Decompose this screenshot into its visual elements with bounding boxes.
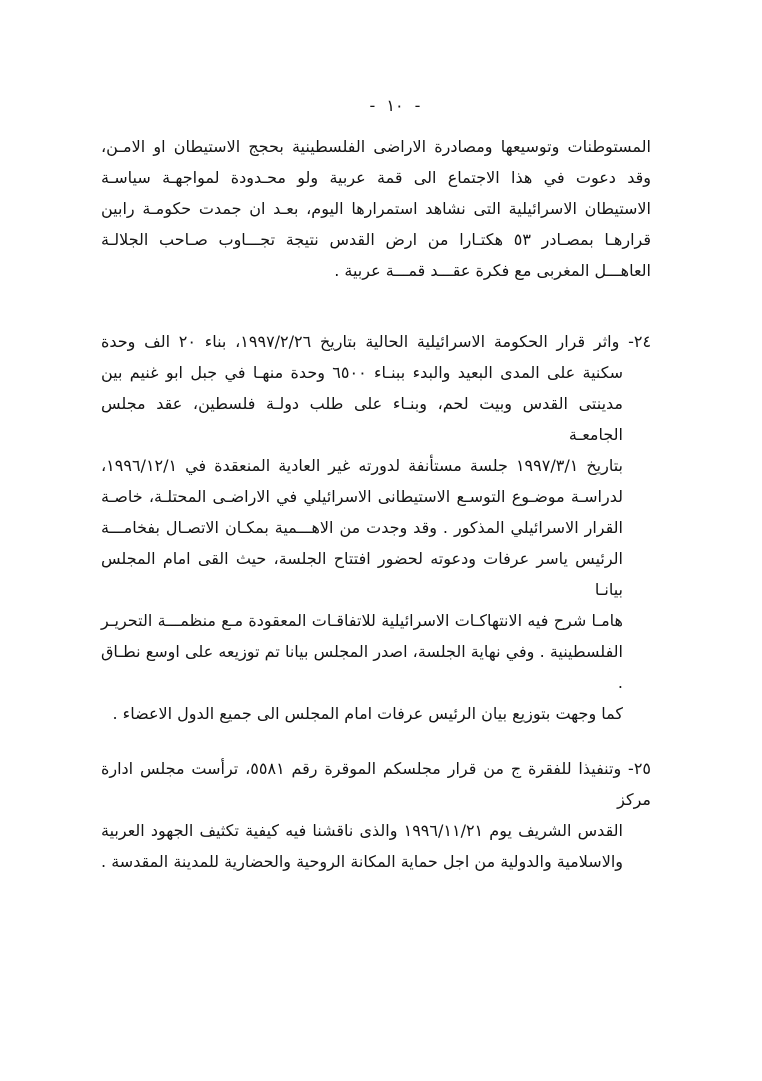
text-line: سكنية على المدى البعيد والبدء ببنـاء ٦٥٠٠ وحدة منهـا في جبل ابو غنيم بين [101, 363, 624, 382]
text-line: بتاريخ ١٩٩٧/٣/١ جلسة مستأنفة لدورته غير العادية المنعقدة في ١٩٩٦/١٢/١، [101, 456, 623, 475]
text-line: الرئيس ياسر عرفات ودعوته لحضور افتتاح الجلسة، حيث القى امام المجلس بيانـا [101, 549, 623, 599]
paragraph-25 [101, 753, 651, 877]
text-line: كما وجهت بتوزيع بيان الرئيس عرفات امام المجلس الى جميع الدول الاعضاء . [112, 704, 623, 723]
text-line: قرارهـا بمصـادر ٥٣ هكتـارا من ارض القدس نتيجة تجـــاوب صـاحب الجلالـة [101, 230, 651, 249]
text-line: العاهـــل المغربى مع فكرة عقـــد قمـــة عربية . [334, 261, 651, 280]
text-line: الاستيطان الاسرائيلية التى نشاهد استمرارها اليوم، بعـد ان جمدت حكومـة رابين [101, 199, 651, 218]
paragraph-24 [101, 326, 651, 729]
text-line: القدس الشريف يوم ١٩٩٦/١١/٢١ والذى ناقشنا فيه كيفية تكثيف الجهود العربية [101, 821, 623, 840]
text-line: هامـا شرح فيه الانتهاكـات الاسرائيلية للاتفاقـات المعقودة مـع منظمـــة التحريـر [101, 611, 623, 630]
text-line: مدينتى القدس وبيت لحم، وبنـاء على طلب دولـة فلسطين، عقد مجلس الجامعـة [101, 394, 623, 444]
text-line: الفلسطينية . وفي نهاية الجلسة، اصدر المجلس بيانا تم توزيعه على اوسع نطـاق . [101, 642, 623, 692]
text-line: وقد دعوت في هذا الاجتماع الى قمة عربية ولو محـدودة لمواجهـة سياسـة [101, 168, 651, 187]
paragraph-continuation [101, 131, 651, 286]
text-line: ٢٥- وتنفيذا للفقرة ج من قرار مجلسكم الموقرة رقم ٥٥٨١، ترأست مجلس ادارة مركز [101, 759, 651, 809]
page-number: - ١٠ - [369, 96, 421, 115]
text-line: ٢٤- واثر قرار الحكومة الاسرائيلية الحالية بتاريخ ١٩٩٧/٢/٢٦، بناء ٢٠ الف وحدة [101, 332, 652, 351]
text-line: لدراسـة موضـوع التوسـع الاستيطانى الاسرائيلي في الاراضـى المحتلـة، خاصـة [101, 487, 623, 506]
text-line: والاسلامية والدولية من اجل حماية المكانة الروحية والحضارية للمدينة المقدسة . [101, 852, 623, 871]
text-line: المستوطنات وتوسيعها ومصادرة الاراضى الفلسطينية بحجج الاستيطان او الامـن، [101, 137, 651, 156]
document-body [101, 131, 651, 877]
text-line: القرار الاسرائيلي المذكور . وقد وجدت من الاهـــمية بمكـان الاتصـال بفخامـــة [101, 518, 623, 537]
